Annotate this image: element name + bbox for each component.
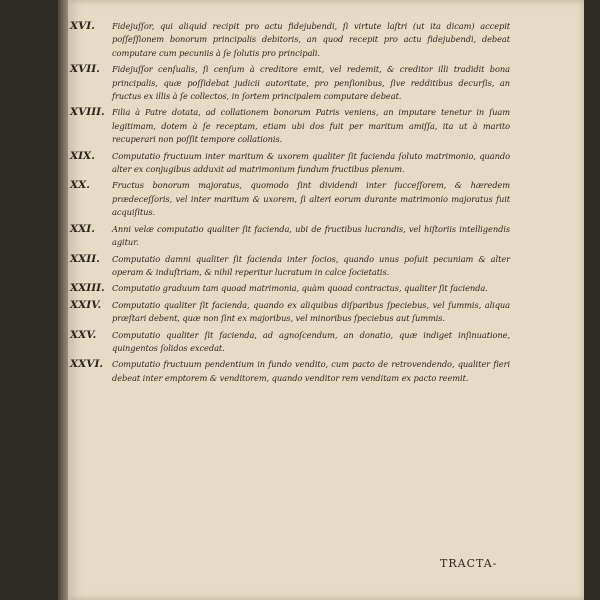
entry-number: XXII. — [70, 252, 100, 265]
entry-number: XXIII. — [70, 282, 105, 295]
list-item — [70, 63, 510, 103]
entry-number: XVI. — [70, 20, 95, 32]
list-item — [70, 253, 510, 280]
entry-number: XIX. — [70, 149, 95, 162]
entry-text: Filia à Patre dotata, ad collationem bonorum Patris veniens, an imputare tenetur in ſuam legitimam, dotem à ſe receptam, etiam ubi dos fuit per maritum amiſſa, ita ut à marito recuperari non poſſit tempore collationis. — [112, 107, 510, 145]
entry-number: XXVI. — [70, 358, 104, 371]
entry-text: Fructus bonorum majoratus, quomodo ſint dividendi inter ſucceſſorem, & hæredem prædeceſſoris, vel inter maritum & uxorem, ſi alteri eorum durante matrimonio majoratus fuit acquiſitus. — [112, 180, 510, 218]
entry-number: XXIV. — [70, 298, 102, 311]
entry-text: Computatio graduum tam quoad matrimonia, quàm quoad contractus, qualiter ſit facienda. — [112, 283, 488, 294]
entry-number: XVII. — [70, 63, 100, 76]
entry-number: XVIII. — [70, 106, 105, 119]
list-item — [70, 358, 510, 385]
entry-text: Computatio fructuum inter maritum & uxorem qualiter ſit facienda ſoluto matrimonio, quando alter ex conjugibus adduxit ad matrimonium fundum fructibus plenum. — [112, 150, 510, 175]
entry-text: Computatio fructuum pendentium in fundo vendito, cum pacto de retrovendendo, qualiter fieri debeat inter emptorem & venditorem, quando venditor rem venditam ex pacto reemit. — [112, 359, 510, 383]
entry-list — [70, 20, 510, 388]
list-item — [70, 282, 510, 295]
list-item — [70, 299, 510, 326]
list-item — [70, 179, 510, 219]
catchword: TRACTA- — [440, 557, 498, 570]
entry-text: Computatio qualiter ſit facienda, quando ex aliquibus diſparibus ſpeciebus, vel ſummis, aliqua præſtari debent, quæ non ſint ex majoribus, vel minoribus ſpeciebus aut ſummis. — [112, 299, 510, 324]
list-item — [70, 106, 510, 146]
list-item — [70, 20, 510, 60]
entry-number: XXV. — [70, 328, 97, 341]
entry-number: XXI. — [70, 222, 95, 235]
entry-text: Fidejuſſor, qui aliquid recipit pro actu fidejubendi, ſi virtute laſtri (ut ita dicam) accepit poſſeſſionem bonorum principalis debitoris, an quod recepit pro actu fidejubendi, debeat computare cum pecuniis à ſe ſolutis pro principali. — [112, 21, 510, 58]
list-item — [70, 223, 510, 250]
entry-text: Anni velæ computatio qualiter ſit facienda, ubi de fructibus lucrandis, vel hiſtoriis intelligendis agitur. — [112, 223, 510, 248]
entry-text: Fidejuſſor cenſualis, ſi cenſum à creditore emit, vel redemit, & creditor illi tradidit bona principalis, quæ poſſidebat judicii autoritate, pro penſionibus, ſive redditibus decurſis, an fructus ex illis à ſe collectos, in ſortem principalem computare debeat. — [112, 64, 510, 102]
entry-text: Computatio damni qualiter ſit facienda inter ſocios, quando unus poſuit pecuniam & alter operam & induſtriam, & nihil reperitur lucratum in calce ſocietatis. — [112, 253, 510, 277]
entry-number: XX. — [70, 179, 90, 192]
entry-text: Computatio qualiter ſit facienda, ad agnoſcendum, an donatio, quæ indiget inſinuatione, quingentos ſolidos excedat. — [112, 329, 510, 353]
list-item — [70, 150, 510, 177]
list-item — [70, 329, 510, 356]
